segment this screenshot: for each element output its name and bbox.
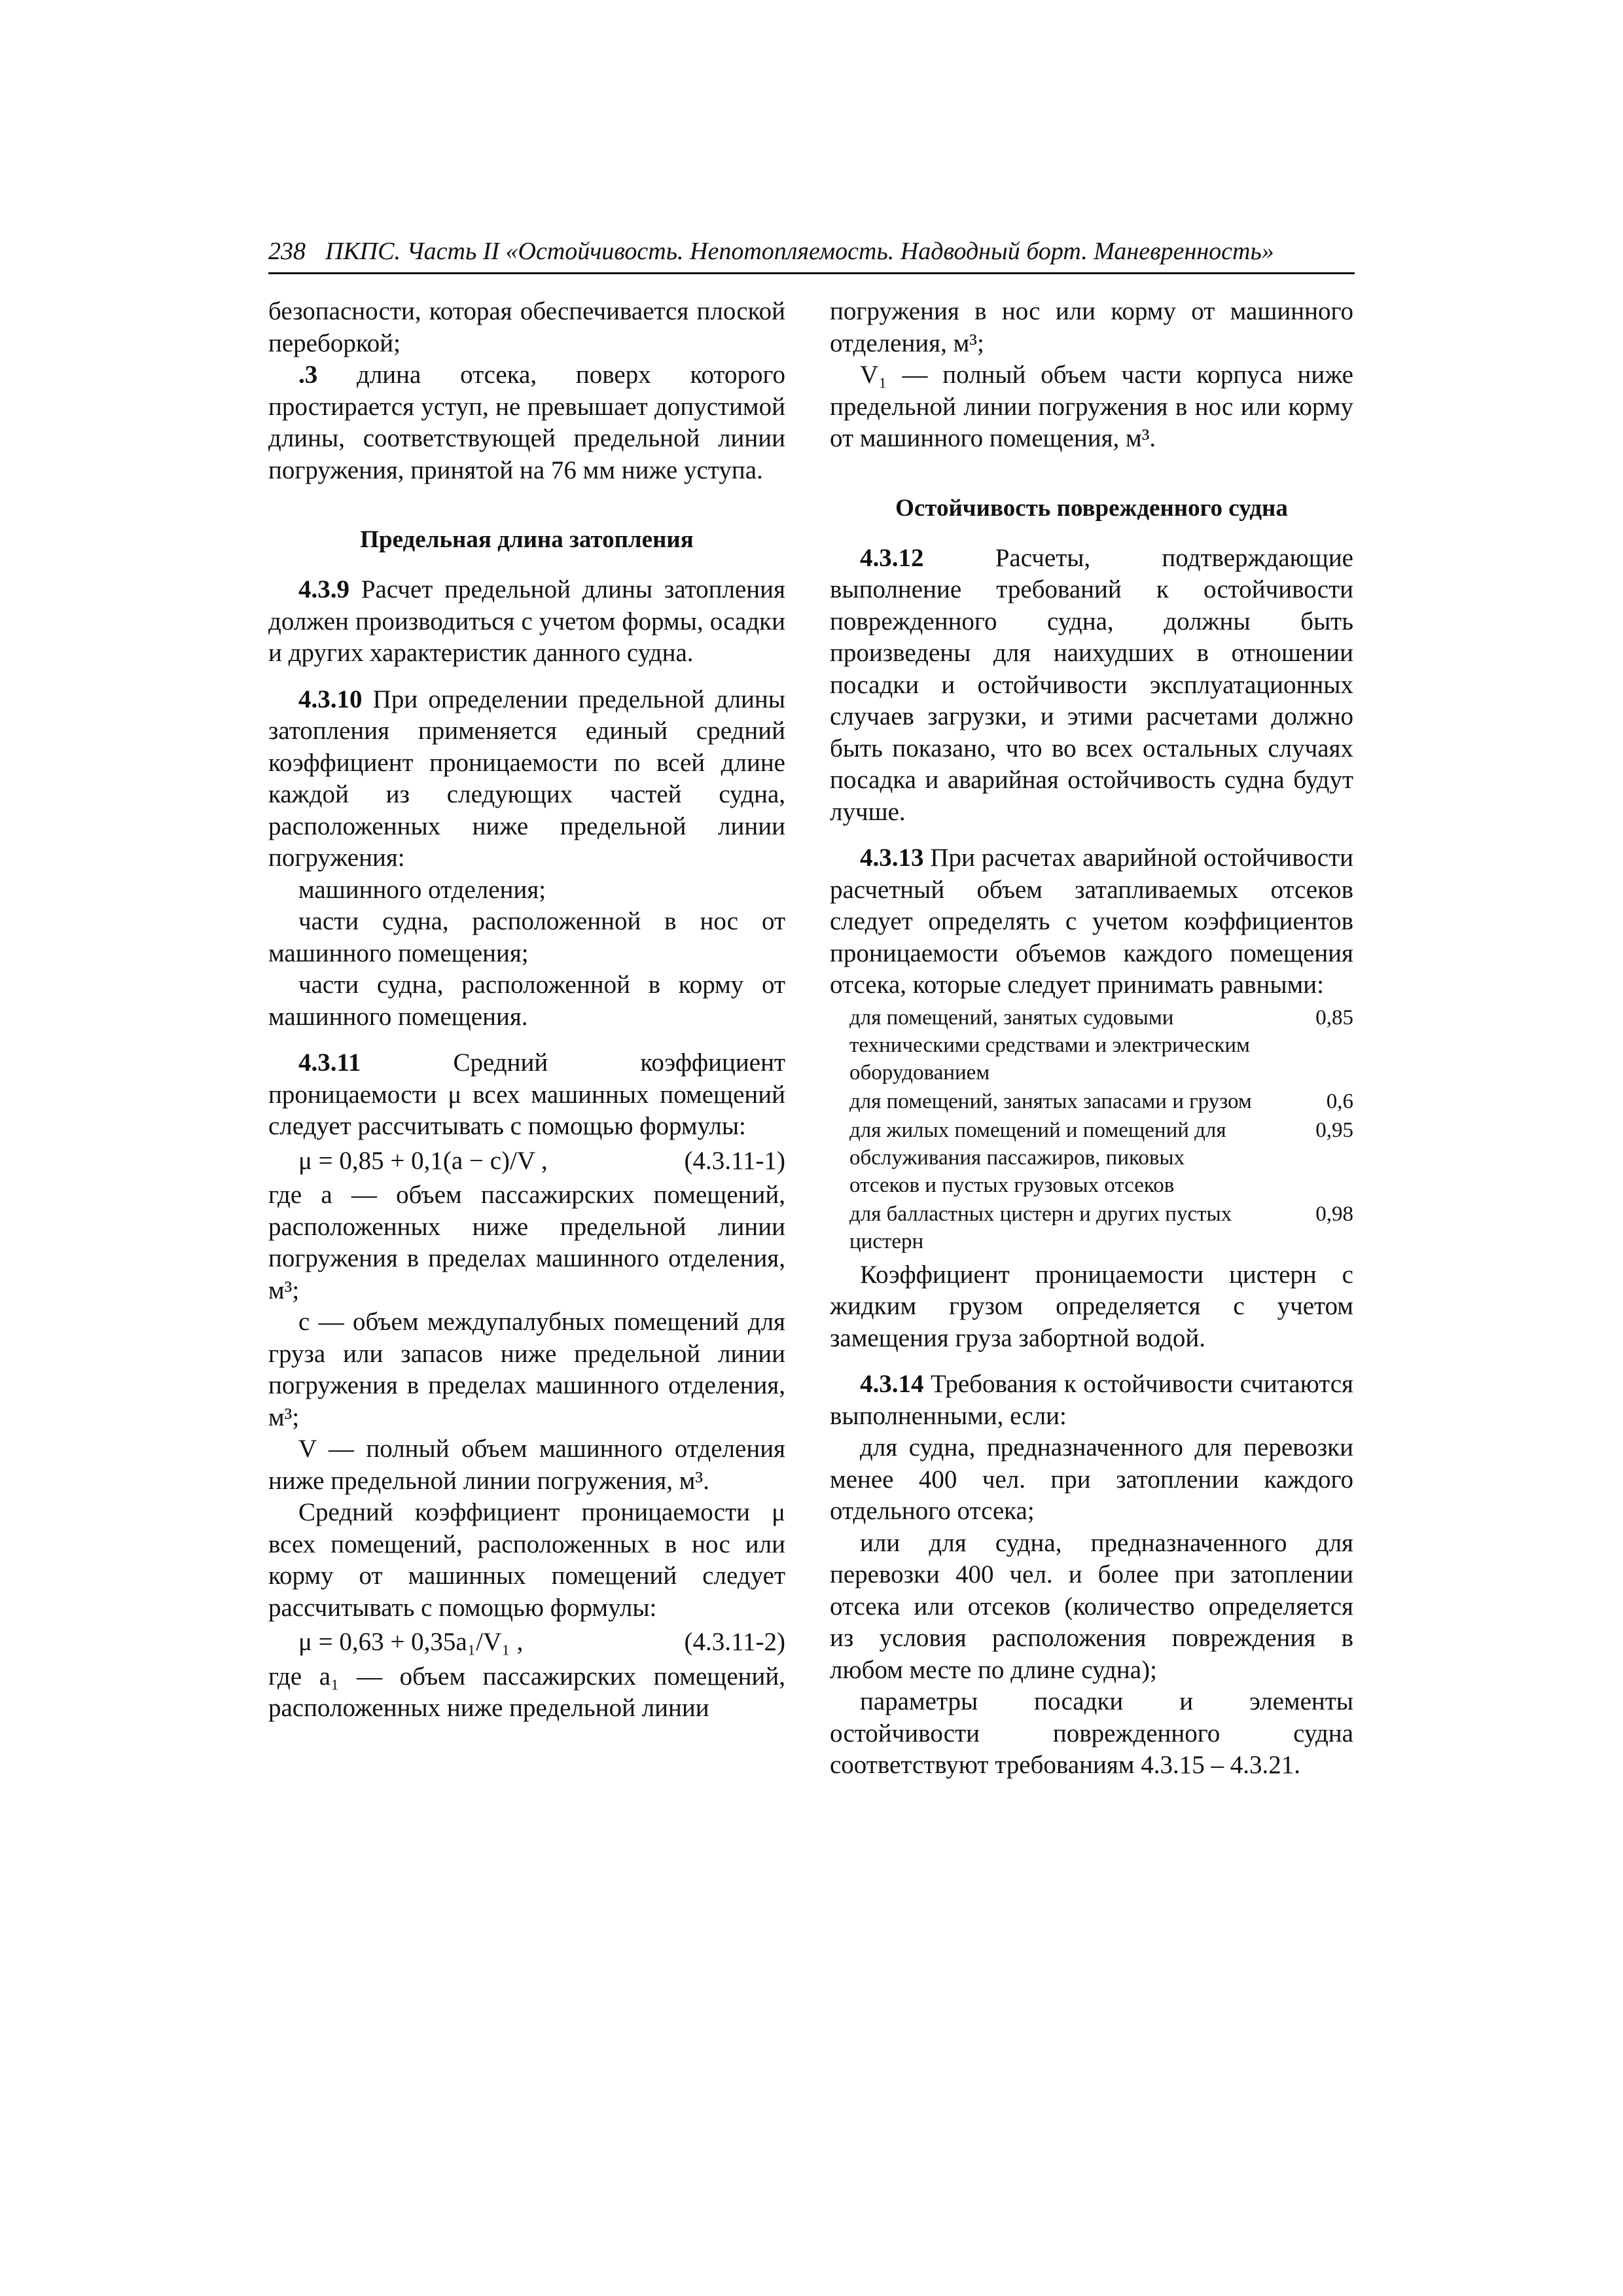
list-item: части судна, расположенной в корму от машинного помещения. [268,971,785,1031]
paragraph [268,574,785,670]
row-label: для помещений, занятых запасами и грузом [849,1089,1252,1113]
paragraph-text: Расчеты, подтверждающие выполнение требований к остойчивости поврежденного судна, должны быть произведены для наихудших в отношении посадки и остойчивости эксплуатационных случаев загрузки, и этими расчетами должно быть показано, что во всех остальных случаях посадка и аварийная остойчивость судна будут лучше. [830,543,1353,826]
paragraph [830,543,1353,829]
list-item: части судна, расположенной в нос от машинного помещения; [268,907,785,967]
clause-number: 4.3.13 [860,844,924,872]
row-value: 0,95 [1315,1118,1353,1142]
paragraph: Средний коэффициент проницаемости μ всех помещений, расположенных в нос или корму от машинных помещений следует рассчитывать с помощью формулы: [268,1498,785,1622]
formula-4-3-11-2 [268,1626,785,1659]
list-item: для судна, предназначенного для перевозки менее 400 чел. при затоплении каждого отдельного отсека; [830,1433,1353,1525]
row-label: для жилых помещений и помещений для обслуживания пассажиров, пиковых отсеков и пустых грузовых отсеков [849,1118,1226,1197]
formula-number: (4.3.11-2) [684,1628,785,1656]
paragraph-text: длина отсека, поверх которого простирается уступ, не превышает допустимой длины, соответствующей предельной линии погружения, принятой на 76 мм ниже уступа. [268,361,785,484]
table-row [849,1200,1353,1255]
definition: V — полный объем машинного отделения ниже предельной линии погружения, м³. [268,1435,785,1495]
clause-number: 4.3.14 [860,1370,924,1398]
right-column [830,296,1353,1782]
clause-number: 4.3.9 [298,575,349,603]
page-number: 238 [268,238,306,265]
paragraph [830,1369,1353,1432]
paragraph: безопасности, которая обеспечивается плоской переборкой; [268,297,785,357]
section-heading: Остойчивость поврежденного судна [895,494,1288,522]
paragraph-text: При расчетах аварийной остойчивости расчетный объем затапливаемых отсеков следует определять с учетом коэффициентов проницаемости объемов каждого помещения отсека, которые следует принимать равными: [830,844,1353,999]
formula-4-3-11-1 [268,1145,785,1177]
paragraph-text: Расчет предельной длины затопления должен производиться с учетом формы, осадки и других характеристик данного судна. [268,575,785,667]
paragraph-text: При определении предельной длины затопления применяется единый средний коэффициент проницаемости по всей длине каждой из следующих частей судна, расположенных ниже предельной линии погружения: [268,685,785,872]
formula-number: (4.3.11-1) [684,1146,785,1175]
running-header [268,234,1355,274]
paragraph: погружения в нос или корму от машинного отделения, м³; [830,297,1353,357]
row-label: для балластных цистерн и других пустых цистерн [849,1202,1232,1253]
definition: c — объем междупалубных помещений для груза или запасов ниже предельной линии погружения в пределах машинного отделения, м³; [268,1308,785,1431]
permeability-table [849,1004,1353,1255]
formula-expression: μ = 0,85 + 0,1(a − c)/V , [298,1146,548,1175]
paragraph [268,359,785,486]
paragraph [830,842,1353,1001]
row-value: 0,98 [1315,1202,1353,1226]
row-value: 0,6 [1326,1089,1353,1113]
left-column [268,296,785,1725]
list-item: машинного отделения; [298,875,546,904]
clause-number: 4.3.10 [298,685,363,713]
header-title: ПКПС. Часть II «Остойчивость. Непотопляемость. Надводный борт. Маневренность» [325,238,1274,265]
clause-number: 4.3.12 [860,543,924,572]
table-row [849,1004,1353,1086]
table-row [849,1088,1353,1115]
paragraph-text: Требования к остойчивости считаются выполненными, если: [830,1370,1353,1430]
row-label: для помещений, занятых судовыми техническими средствами и электрическим оборудованием [849,1005,1250,1085]
definition: где a — объем пассажирских помещений, расположенных ниже предельной линии погружения в пределах машинного отделения, м³; [268,1181,785,1304]
paragraph [268,684,785,874]
section-heading: Предельная длина затопления [360,526,694,553]
formula-expression: μ = 0,63 + 0,35a₁/V₁ , [298,1628,524,1656]
paragraph: Коэффициент проницаемости цистерн с жидким грузом определяется с учетом замещения груза забортной водой. [830,1260,1353,1352]
list-item: параметры посадки и элементы остойчивости поврежденного судна соответствуют требованиям 4.3.15 – 4.3.21. [830,1687,1353,1779]
table-row [849,1117,1353,1199]
definition: где a₁ — объем пассажирских помещений, расположенных ниже предельной линии [268,1662,785,1722]
list-item: или для судна, предназначенного для перевозки 400 чел. и более при затоплении отсека или отсеков (количество определяется из условия расположения повреждения в любом месте по длине судна); [830,1528,1353,1684]
row-value: 0,85 [1315,1005,1353,1030]
paragraph [268,1047,785,1143]
definition: V₁ — полный объем части корпуса ниже предельной линии погружения в нос или корму от машинного помещения, м³. [830,361,1353,452]
clause-number: .3 [298,361,318,389]
clause-number: 4.3.11 [298,1049,361,1077]
paragraph-text: Средний коэффициент проницаемости μ всех машинных помещений следует рассчитывать с помощью формулы: [268,1049,785,1140]
